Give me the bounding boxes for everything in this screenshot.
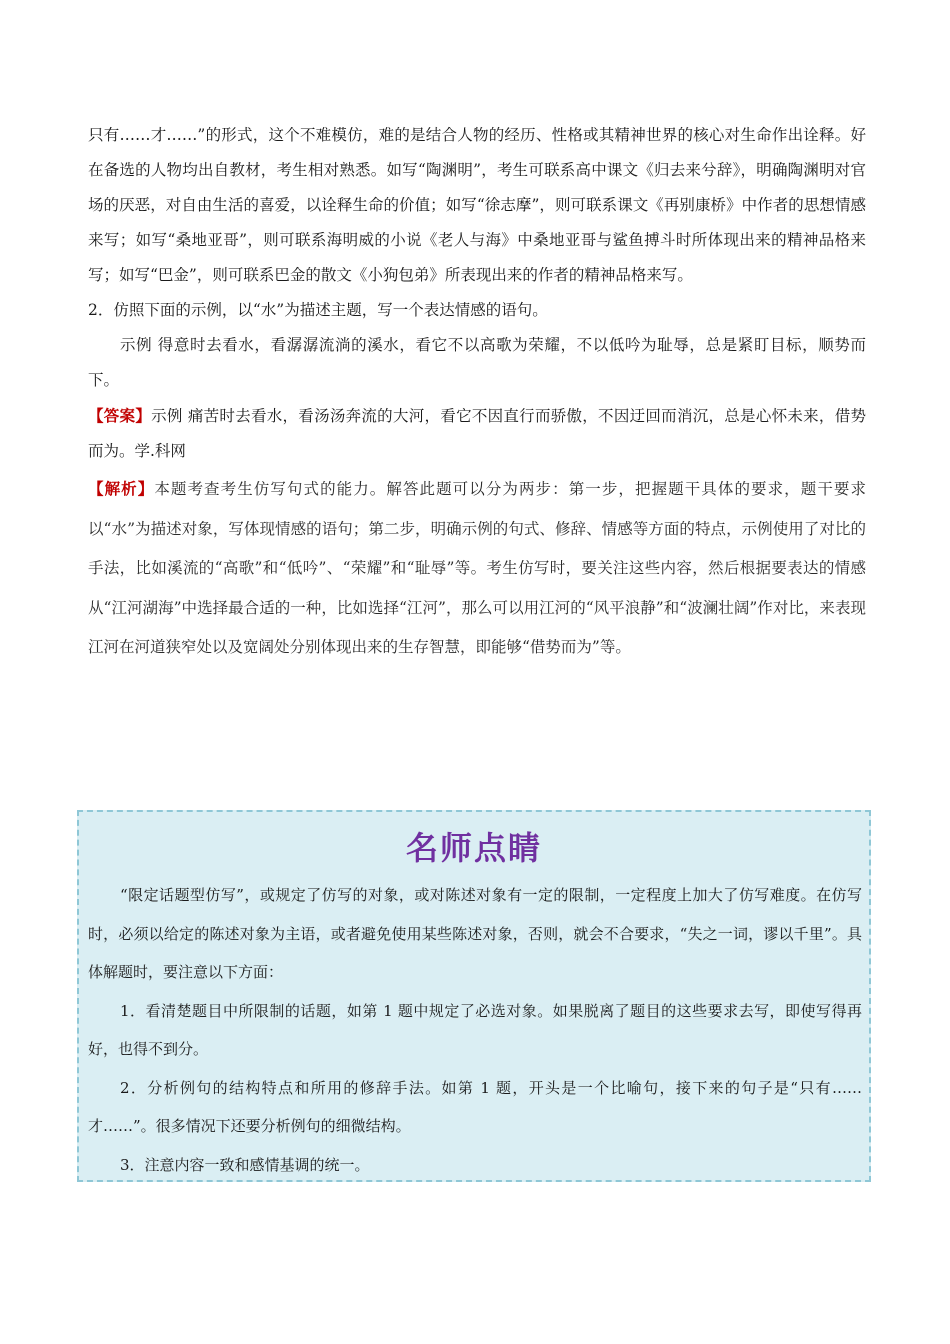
tips-point-3: 3．注意内容一致和感情基调的统一。 (120, 1155, 370, 1174)
analysis-paragraph (88, 469, 866, 668)
answer-tag: 【答案】 (88, 406, 152, 425)
analysis-text: 本题考查考生仿写句式的能力。解答此题可以分为两步：第一步，把握题干具体的要求，题干要求以“水”为描述对象，写体现情感的语句；第二步，明确示例的句式、修辞、情感等方面的特点，示例使用了对比的手法，比如溪流的“高歌”和“低吟”、“荣耀”和“耻辱”等。考生仿写时，要关注这些内容，然后根据要表达的情感从“江河湖海”中选择最合适的一种，比如选择“江河”，那么可以用江河的“风平浪静”和“波澜壮阔”作对比，来表现江河在河道狭窄处以及宽阔处分别体现出来的生存智慧，即能够“借势而为”等。 (88, 480, 866, 656)
tips-point-1: 1．看清楚题目中所限制的话题，如第 1 题中规定了必选对象。如果脱离了题目的这些要求去写，即使写得再好，也得不到分。 (88, 1001, 862, 1058)
top-paragraph: 只有……才……”的形式，这个不难模仿，难的是结合人物的经历、性格或其精神世界的核心对生命作出诠释。好在备选的人物均出自教材，考生相对熟悉。如写“陶渊明”，考生可联系高中课文《归去来兮辞》，明确陶渊明对官场的厌恶，对自由生活的喜爱，以诠释生命的价值；如写“徐志摩”，则可联系课文《再别康桥》中作者的思想情感来写；如写“桑地亚哥”，则可联系海明威的小说《老人与海》中桑地亚哥与鲨鱼搏斗时所体现出来的精神品格来写；如写“巴金”，则可联系巴金的散文《小狗包弟》所表现出来的作者的精神品格来写。 (88, 126, 866, 284)
answer-text: 示例 痛苦时去看水，看汤汤奔流的大河，看它不因直行而骄傲，不因迂回而消沉，总是心怀未来，借势而为。学.科网 (88, 407, 866, 460)
analysis-tag: 【解析】 (88, 479, 155, 498)
answer-paragraph (88, 398, 866, 469)
tips-box-title: 名师点睛 (405, 829, 542, 867)
question-2-prompt: 2．仿照下面的示例，以“水”为描述主题，写一个表达情感的语句。 (88, 301, 548, 319)
document-body (88, 118, 866, 668)
question-2-example: 示例 得意时去看水，看潺潺流淌的溪水，看它不以高歌为荣耀，不以低吟为耻辱，总是紧盯目标，顺势而下。 (88, 336, 866, 389)
tips-intro: “限定话题型仿写”，或规定了仿写的对象，或对陈述对象有一定的限制，一定程度上加大了仿写难度。在仿写时，必须以给定的陈述对象为主语，或者避免使用某些陈述对象，否则，就会不合要求，“失之一词，谬以千里”。具体解题时，要注意以下方面： (88, 886, 862, 981)
tips-box (77, 810, 871, 1182)
tips-point-2: 2．分析例句的结构特点和所用的修辞手法。如第 1 题，开头是一个比喻句，接下来的句子是“只有……才……”。很多情况下还要分析例句的细微结构。 (88, 1078, 862, 1135)
tips-box-body (88, 876, 862, 1184)
